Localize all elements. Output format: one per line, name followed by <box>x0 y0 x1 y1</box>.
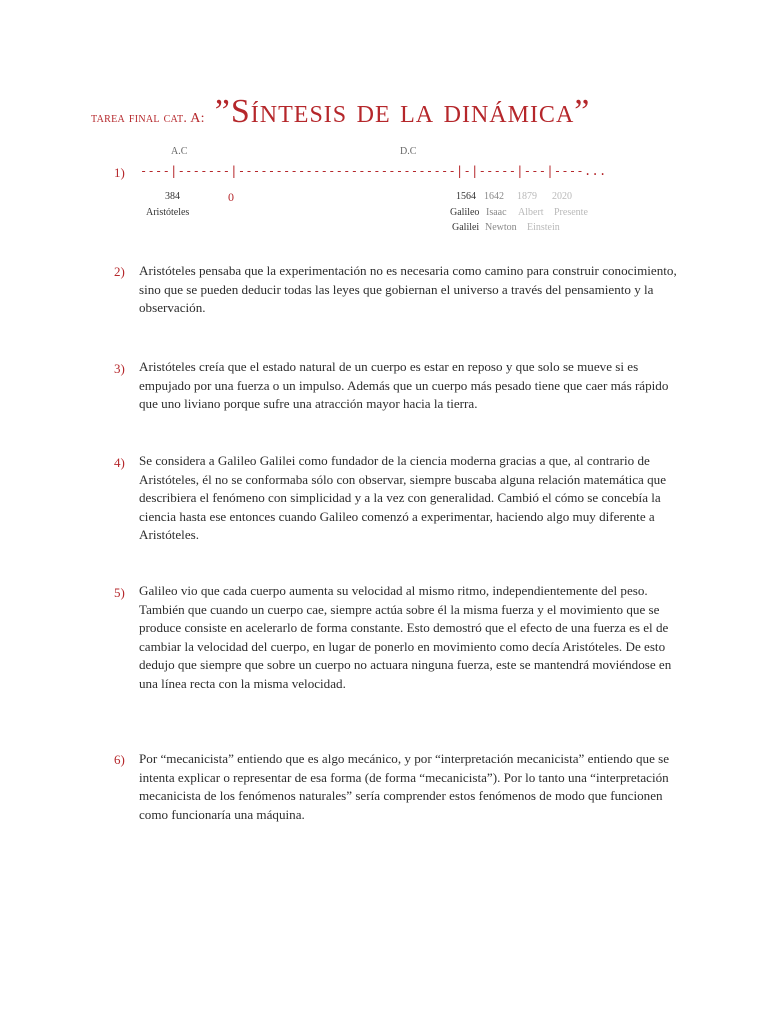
timeline-year-1642: 1642 <box>484 191 504 202</box>
header-prefix: tarea final cat. A: <box>91 111 205 126</box>
answer-5: Galileo vio que cada cuerpo aumenta su velocidad al mismo ritmo, independientemente del peso. También que cuando un cuerpo cae, siempre actúa sobre él la misma fuerza y el movimiento que se produce consiste en acelerarlo de forma constante. Esto demostró que el efecto de una fuerza es el de cambiar la velocidad del cuerpo, en lugar de ponerlo en movimiento como decía Aristóteles. De esto dedujo que siempre que sobre un cuerpo no actuara ninguna fuerza, este se mantendrá moviéndose en una línea recta con la misma velocidad. <box>139 583 672 691</box>
answer-4: Se considera a Galileo Galilei como fundador de la ciencia moderna gracias a que, al contrario de Aristóteles, él no se conformaba sólo con observar, siempre buscaba alguna relación matemática que describiera el fenómeno con simplicidad y a la vez con generalidad. Cambió el cómo se concebía la ciencia hasta ese entonces cuando Galileo comenzó a experimentar, haciendo algo muy diferente a Aristóteles. <box>139 453 667 543</box>
timeline-line: ----|-------|-----------------------------|-|-----|---|----... <box>140 164 607 178</box>
item-number-6: 6) <box>114 752 125 767</box>
answer-3: Aristóteles creía que el estado natural de un cuerpo es estar en reposo y que solo se mueve si es empujado por una fuerza o un impulso. Además que un cuerpo más pesado tiene que caer más rápido que uno liviano porque sufre una atracción mayor hacia la tierra. <box>139 359 669 412</box>
timeline-label-albert: Albert <box>518 207 544 218</box>
item-number-3: 3) <box>114 361 125 376</box>
timeline-label-newton: Newton <box>485 222 517 233</box>
item-number-2: 2) <box>114 264 125 279</box>
item-number-1: 1) <box>114 165 125 180</box>
timeline-label-presente: Presente <box>554 207 588 218</box>
timeline-label-galilei: Galilei <box>452 222 480 233</box>
era-dc-label: D.C <box>400 146 417 157</box>
item-number-4: 4) <box>114 455 125 470</box>
timeline-year-1564: 1564 <box>456 191 476 202</box>
timeline-label-aristoteles: Aristóteles <box>146 207 190 218</box>
timeline-label-isaac: Isaac <box>486 207 507 218</box>
timeline-label-galileo: Galileo <box>450 207 480 218</box>
page-title: ”Síntesis de la dinámica” <box>214 93 591 130</box>
page-header <box>91 93 590 131</box>
timeline-year-0: 0 <box>228 190 234 204</box>
era-ac-label: A.C <box>171 146 188 157</box>
answer-6: Por “mecanicista” entiendo que es algo mecánico, y por “interpretación mecanicista” entiendo que se intenta explicar o representar de esa forma (de forma “mecanicista”). Por lo tanto una “interpretación mecanicista de los fenómenos naturales” sería comprender estos fenómenos de modo que funcionen como funcionaría una máquina. <box>139 751 670 822</box>
item-number-5: 5) <box>114 585 125 600</box>
timeline-year-2020: 2020 <box>552 191 572 202</box>
timeline-year-1879: 1879 <box>517 191 537 202</box>
timeline-label-einstein: Einstein <box>527 222 560 233</box>
timeline-year-384: 384 <box>165 191 180 202</box>
answer-2: Aristóteles pensaba que la experimentación no es necesaria como camino para construir conocimiento, sino que se pueden deducir todas las leyes que gobiernan el universo a través del pensamiento y la observación. <box>139 263 677 316</box>
